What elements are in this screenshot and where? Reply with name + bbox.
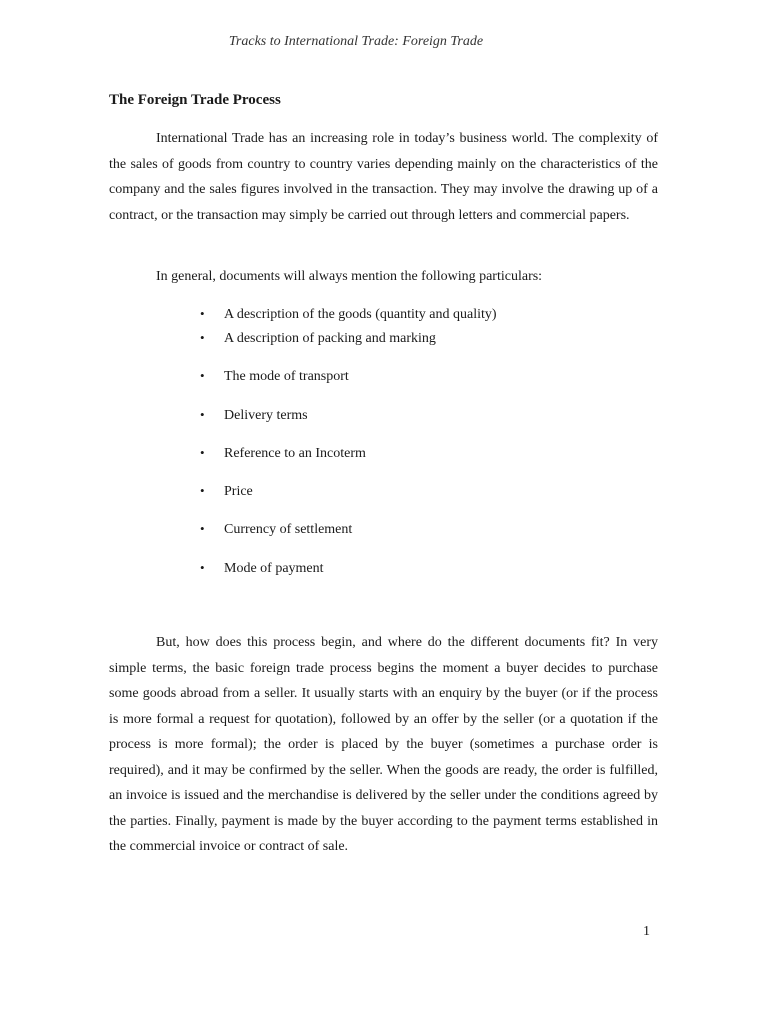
bullet-icon: • <box>200 445 205 460</box>
section-title: The Foreign Trade Process <box>109 92 281 108</box>
intro-paragraph: International Trade has an increasing role in today’s business world. The complexity of the sales of goods from country to country varies depending mainly on the characteristics of the company and the sales figures involved in the transaction. They may involve the drawing up of a contract, or the transaction may simply be carried out through letters and commercial papers. <box>109 131 658 223</box>
bullet-icon: • <box>200 483 205 498</box>
bullet-icon: • <box>200 330 205 345</box>
bullet-icon: • <box>200 306 205 321</box>
list-item <box>200 521 352 538</box>
list-item-text: A description of the goods (quantity and quality) <box>224 307 497 322</box>
page-number: 1 <box>643 924 650 939</box>
bullet-icon: • <box>200 368 205 383</box>
list-item-text: Reference to an Incoterm <box>224 446 366 461</box>
list-item-text: The mode of transport <box>224 369 349 384</box>
list-item-text: Mode of payment <box>224 561 324 576</box>
list-lead-paragraph: In general, documents will always mention the following particulars: <box>156 269 543 284</box>
process-paragraph: But, how does this process begin, and where do the different documents fit? In very simple terms, the basic foreign trade process begins the moment a buyer decides to purchase some goods abroad from a seller. It usually starts with an enquiry by the buyer (or if the process is more formal a request for quotation), followed by an offer by the seller (or a quotation if the process is more formal); the order is placed by the buyer (sometimes a purchase order is required), and it may be confirmed by the seller. When the goods are ready, the order is fulfilled, an invoice is issued and the merchandise is delivered by the seller under the conditions agreed by the parties. Finally, payment is made by the buyer according to the payment terms established in the commercial invoice or contract of sale. <box>109 635 658 854</box>
list-item-text: Price <box>224 484 253 499</box>
list-item <box>200 330 436 347</box>
list-item <box>200 560 324 577</box>
list-item-text: Currency of settlement <box>224 522 353 537</box>
running-header: Tracks to International Trade: Foreign Trade <box>228 34 484 49</box>
list-item <box>200 368 349 385</box>
list-item <box>200 483 253 500</box>
bullet-icon: • <box>200 521 205 536</box>
list-item-text: Delivery terms <box>224 408 308 423</box>
bullet-icon: • <box>200 560 205 575</box>
list-item <box>200 407 308 424</box>
list-item <box>200 306 497 323</box>
list-item <box>200 445 366 462</box>
bullet-icon: • <box>200 407 205 422</box>
list-item-text: A description of packing and marking <box>224 331 436 346</box>
